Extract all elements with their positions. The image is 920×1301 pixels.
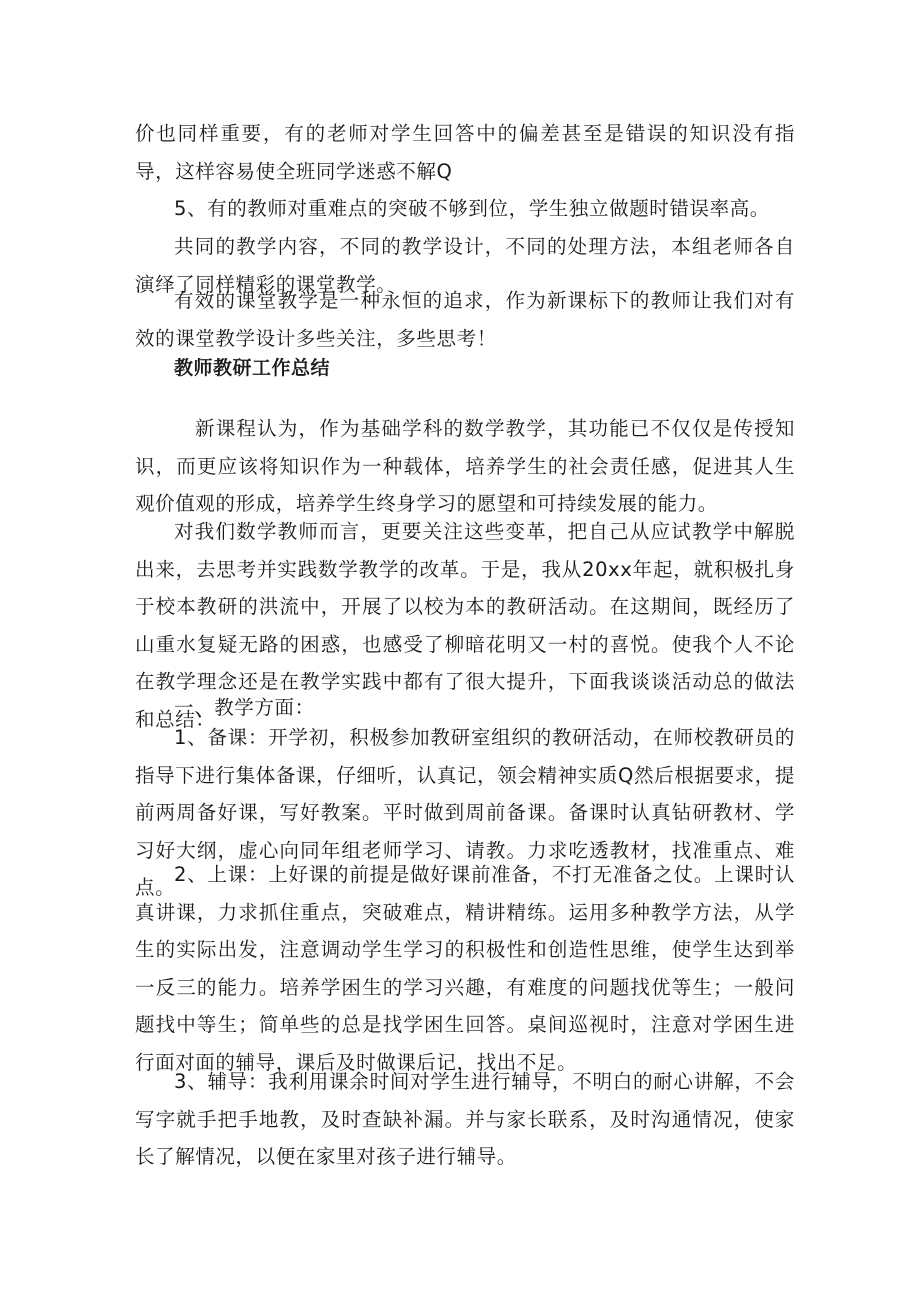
paragraph-new-curriculum: 新课程认为，作为基础学科的数学教学，其功能已不仅仅是传授知识，而更应该将知识作为一种载体，培养学生的社会责任感，促进其人生观价值观的形成，培养学生终身学习的愿望和可持续发展的能力。 bbox=[135, 417, 795, 515]
section-title: 教师教研工作总结 bbox=[174, 357, 331, 379]
paragraph-lesson-prep: 1、备课：开学初，积极参加教研室组织的教研活动，在师校教研员的指导下进行集体备课，仔细听，认真记，领会精神实质Q然后根据要求，提前两周备好课，写好教案。平时做到周前备课。备课时认真钻研教材、学习好大纲，虚心向同年组老师学习、请教。力求吃透教材，找准重点、难点。 bbox=[135, 726, 795, 899]
paragraph-evaluation-continued: 价也同样重要，有的老师对学生回答中的偏差甚至是错误的知识没有指导，这样容易使全班同学迷惑不解Q bbox=[135, 122, 795, 183]
paragraph-effective-teaching: 有效的课堂教学是一种永恒的追求，作为新课标下的教师让我们对有效的课堂教学设计多些关注，多些思考！ bbox=[135, 289, 795, 350]
heading-teaching-aspect: 一、教学方面： bbox=[174, 696, 315, 719]
paragraph-tutoring: 3、辅导：我利用课余时间对学生进行辅导，不明白的耐心讲解，不会写字就手把手地教，及时查缺补漏。并与家长联系，及时沟通情况，使家长了解情况，以便在家里对孩子进行辅导。 bbox=[135, 1070, 795, 1168]
paragraph-teaching-class: 2、上课：上好课的前提是做好课前准备，不打无准备之仗。上课时认真讲课，力求抓住重点，突破难点，精讲精练。运用多种教学方法，从学生的实际出发，注意调动学生学习的积极性和创造性思维，使学生达到举一反三的能力。培养学困生的学习兴趣，有难度的问题找优等生；一般问题找中等生；简单些的总是找学困生回答。桌间巡视时，注意对学困生进行面对面的辅导，课后及时做课后记，找出不足。 bbox=[135, 863, 795, 1074]
paragraph-point-5: 5、有的教师对重难点的突破不够到位，学生独立做题时错误率高。 bbox=[174, 197, 770, 220]
paragraph-math-teachers: 对我们数学教师而言，更要关注这些变革，把自己从应试教学中解脱出来，去思考并实践数学教学的改革。于是，我从20xx年起，就积极扎身于校本教研的洪流中，开展了以校为本的教研活动。在这期间，既经历了山重水复疑无路的困惑，也感受了柳暗花明又一村的喜悦。使我个人不论在教学理念还是在教学实践中都有了很大提升，下面我谈谈活动总的做法和总结： bbox=[135, 520, 795, 731]
paragraph-same-content: 共同的教学内容，不同的教学设计，不同的处理方法，本组老师各自演绎了同样精彩的课堂教学。 bbox=[135, 235, 795, 296]
